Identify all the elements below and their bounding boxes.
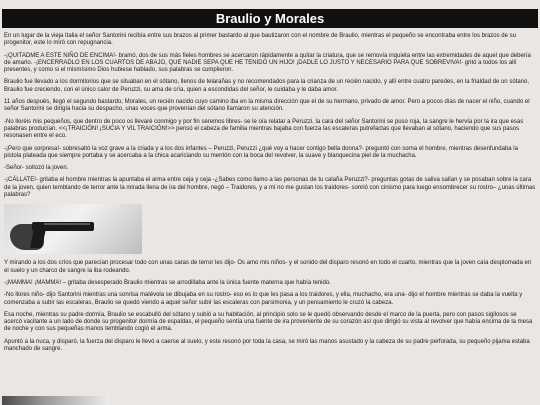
- story-body: [4, 33, 536, 358]
- paragraph-9: Y mirando a los dos críos que parecían procesar todo con unas caras de terror les dijo- Os amo mis niños- y el sonido del disparo resonó en todo el cuarto, mientras que la joven caía desplomada en el suelo y un charco de sangre la iba rodeando.: [4, 260, 532, 274]
- paragraph-1: En un lugar de la vieja Italia el señor Santorini recibía entre sus brazos al primer bastardo al que bautizaron con el nombre de Braulio, mientras el pequeño se encontraba entre los brazos de su progenitor, este lo miró con repugnancia.: [4, 33, 516, 47]
- revolver-photo: [4, 204, 142, 254]
- paragraph-3: Braulio fue llevado a los dormitorios que se situaban en el sótano, llenos de telarañas y no recomendados para la crianza de un recién nacido, y allí entre cuatro paredes, en la frialdad de un sótano, Braulio fue creciendo, con el único calor de Peruzzi, su ama de cría, quien a escondidas del señor, le cuidaba y le daba amor.: [4, 79, 529, 93]
- paragraph-5: -No lloréis mis pequeños, que dentro de poco os llevaré conmigo y por fin seremos libres- se le oía relatar a Peruzzi, la cara del señor Santorini se puso roja, la sangre le hervía por la ira que esas palabras producían. <<¡TRAICIÓN! ¡SUCIA Y VIL TRAICIÓN!>> pensó el cabeza de familia mientras bajaba con fuerza las escaleras putrefactas que llevaban al sótano, haciendo que sus pasos resonasen entre el eco.: [4, 118, 524, 140]
- paragraph-8: -¡CÁLLATE!- gritaba el hombre mientras la apuntaba el arma entre ceja y ceja -¿Sabes como llamo a las personas de tu calaña Peruzzi?- preguntas gotas de saliva salían y se posaban sobre la cara de la joven, quien temblando de terror ante la mirada llena de ira del hombre, negó – Traidores, y a mí no me gustan los traidores- sonrió con cinismo para luego ensombrecer su rostro– ¿unas últimas palabras?: [4, 177, 536, 199]
- paragraph-4: 11 años después, llegó el segundo bastardo, Morales, un recién nacido cuyo camino iba en la misma dirección que el de su hermano, privado de amor. Pero a pocos días de nacer el niño, cuando el señor Santorini se dirigía hacia su despacho, unas voces que provenían del sótano llamaron su atención.: [4, 99, 530, 113]
- paragraph-6: -¡Pero que sorpresa!- sobresaltó la voz grave a la criada y a los dos infantes – Peruzzi, Peruzzi ¿qué voy a hacer contigo bella donna?- preguntó con sorna el hombre, mientras desenfundaba la pistola plateada que siempre portaba y se acercaba a la chica acariciando su mentón con la boca del revolver, la suave y blanquecina piel de la muchacha.: [4, 145, 518, 159]
- paragraph-11: -No llores niño- dijo Santorini mientras una sonrisa malévola se dibujaba en su rostro- eso es lo que les pasa a los traidores, y ella, muchacho, era una- dijo el hombre mientras se daba la vuelta y comenzaba a subir las escaleras, Braulio se quedó viendo a aquel señor subir las escaleras con parsimonia, y un pensamiento le cruzó la cabeza.: [4, 292, 523, 306]
- page-title: Braulio y Morales: [2, 9, 538, 28]
- paragraph-12: Esa noche, mientras su padre dormía, Braulio se escabulló del sótano y subió a su habitación, al principio solo se le quedó observando desde el marco de la puerta, pero con pasos sigilosos se acercó vacilante a un lado de donde su progenitor dormía de espaldas, el pequeño sentía una fuente de ira proveniente de su corazón así que dirigió su vista al revolver que había encima de la mesa de noche y con sus pequeñas manos temblando cogió el arma.: [4, 311, 533, 333]
- paragraph-7: -Señor- sollozó la joven.: [4, 165, 69, 172]
- paragraph-13: Apuntó a la nuca, y disparó, la fuerza del disparo le llevó a caerse al suelo, y este resonó por toda la casa, se miró las manos asustado y la cabeza de su padre perforada, su pequeño pijama estaba manchado de sangre.: [4, 338, 530, 353]
- paragraph-2: -¡QUITADME A ESTE NIÑO DE ENCIMA!- bramó, dos de sus más fieles hombres se acercaron rápidamente a quitar la criatura, que se removía inquieta entre las extremidades de aquel que debería de amarlo. -¡ENCERRADLO EN LOS CUARTOS DE ABAJO, QUE NADIE SEPA QUE HE TENIDO UN HIJO! ¡DADLE LO JUSTO Y NECESARIO PARA QUE SOBREVIVA!- gritó a todos los allí presentes, y como si el mismísimo Dios hubiese hablado, sus palabras se cumplieron.: [4, 52, 531, 74]
- paragraph-10: -¡MAMMA! ¡MAMMA! – gritaba desesperado Braulio mientras se arrodillaba ante la única fuente materna que había tenido.: [4, 279, 331, 286]
- revolver-grip: [30, 228, 46, 248]
- footer-image: [2, 396, 110, 405]
- revolver-highlight: [44, 223, 90, 225]
